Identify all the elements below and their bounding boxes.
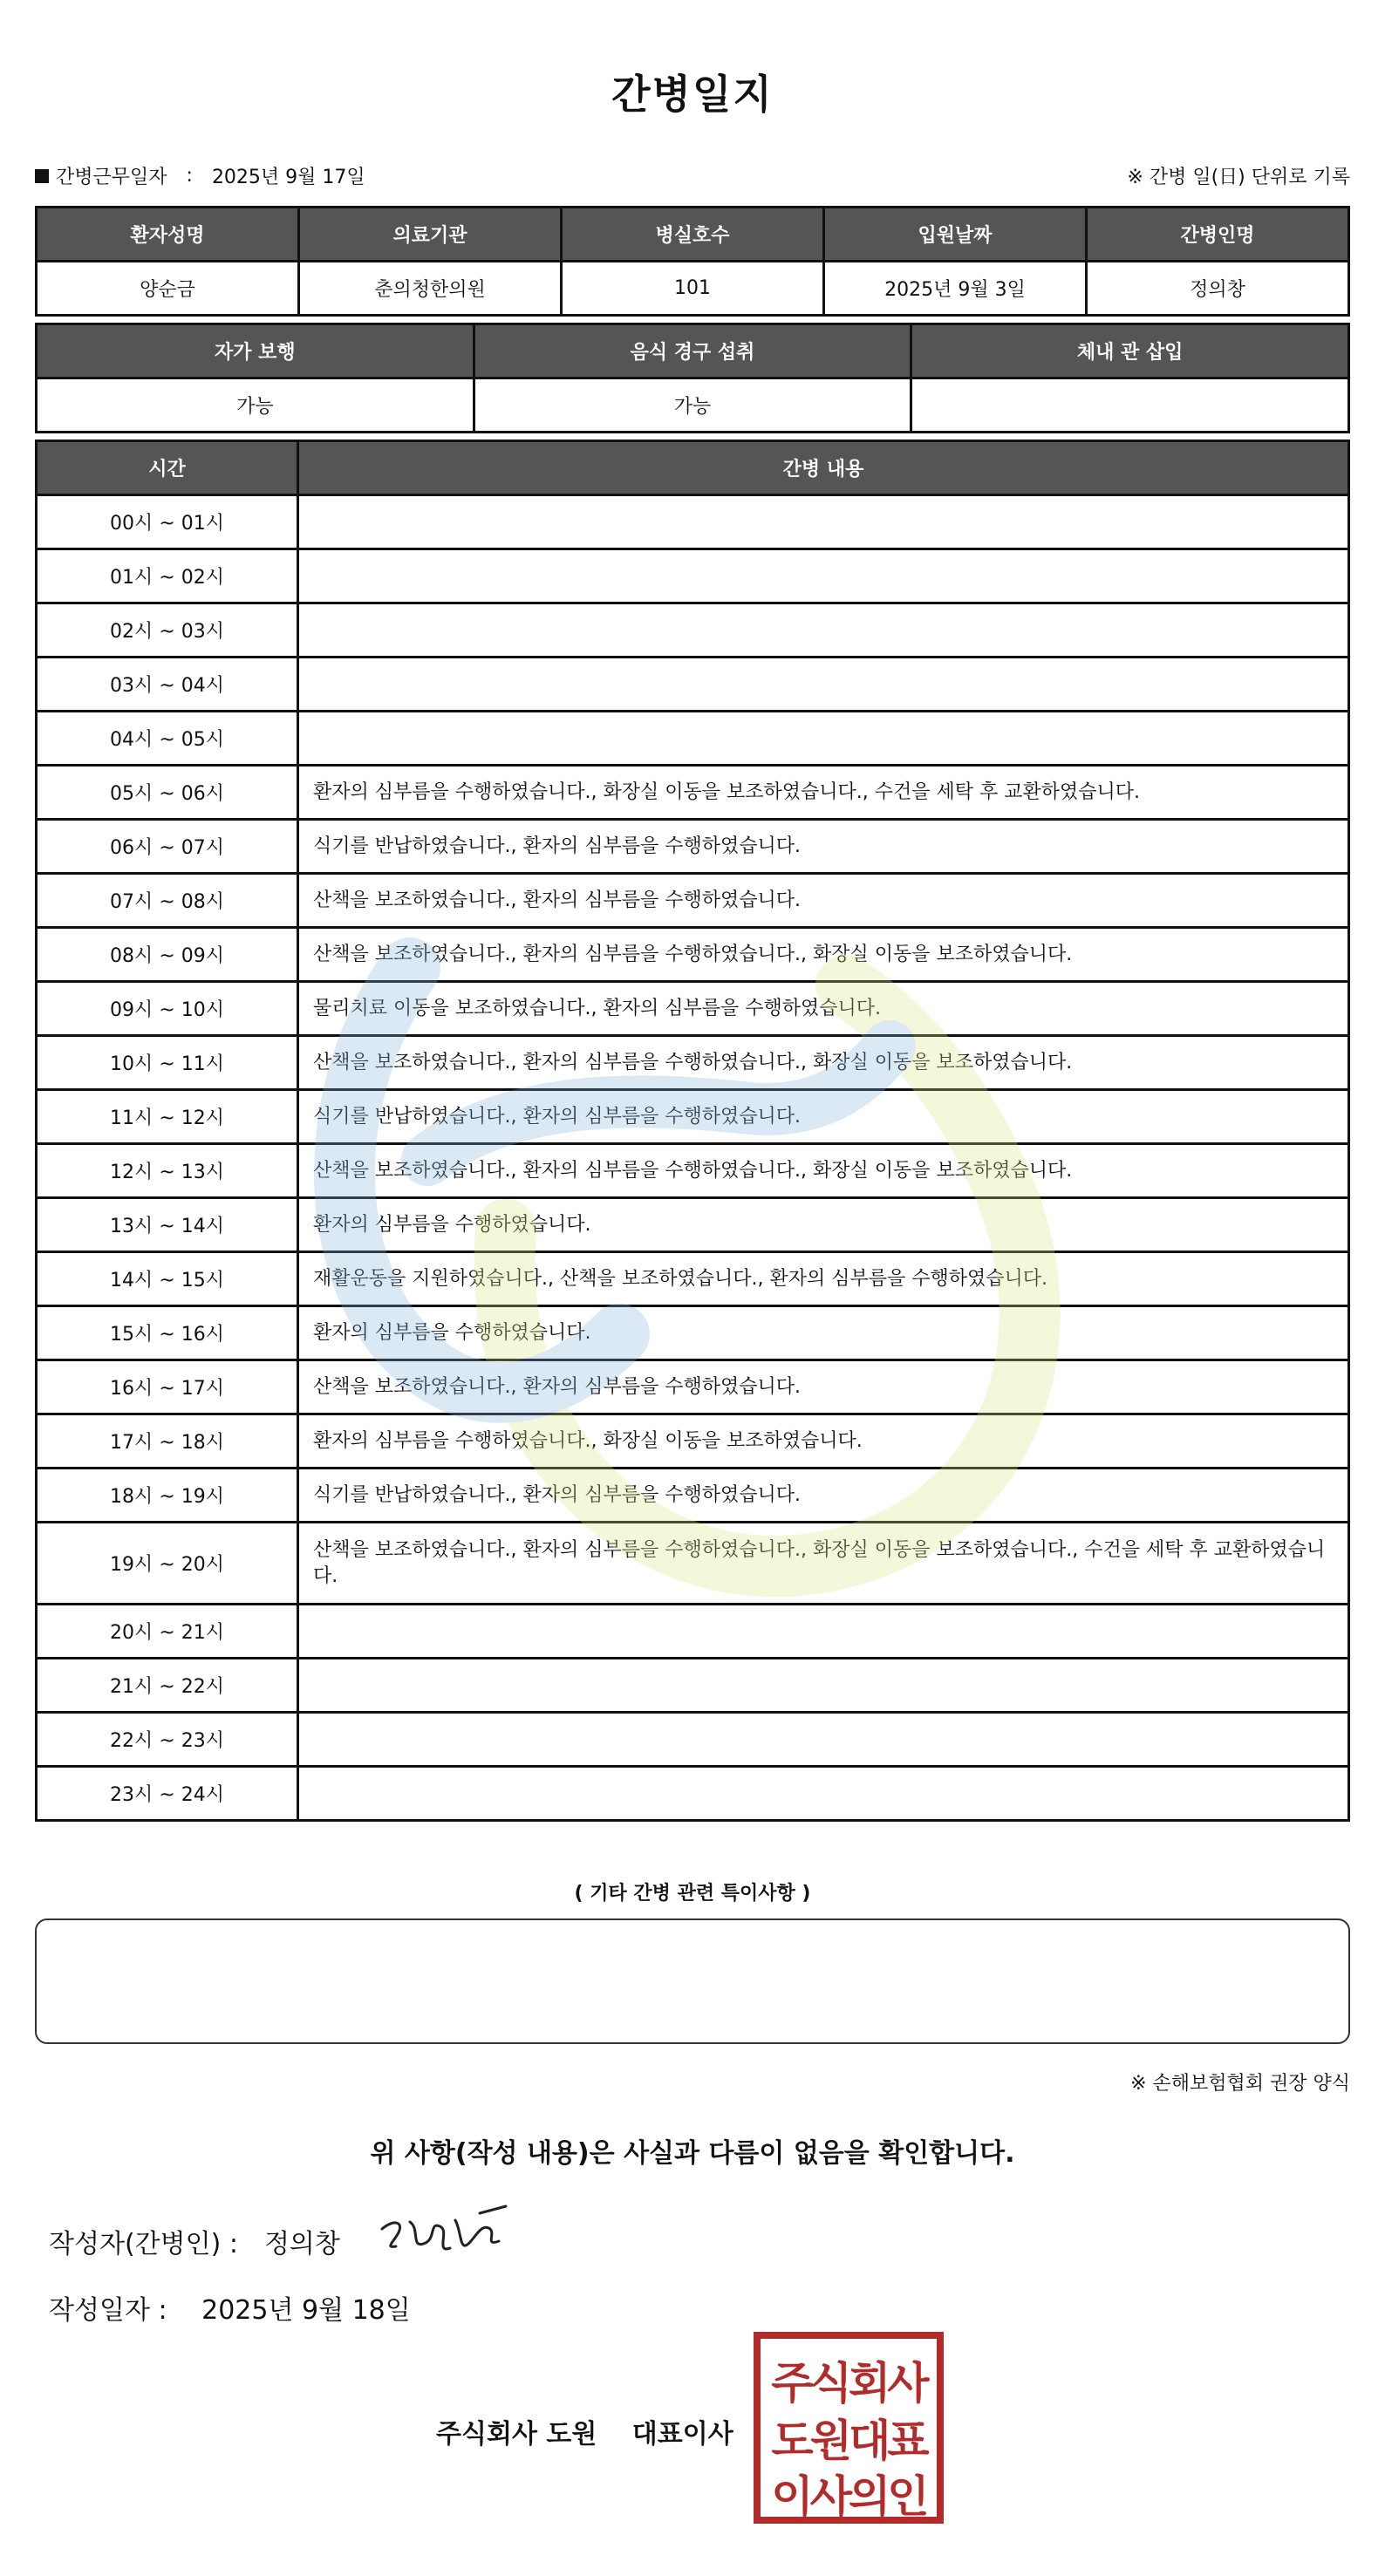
tube-insertion [911,378,1349,433]
table-row [37,1036,1349,1090]
header-self-walking: 자가 보행 [37,324,474,378]
header-institution: 의료기관 [299,208,562,262]
association-note: ※ 손해보험협회 권장 양식 [1130,2073,1350,2095]
patient-status-header-row [37,324,1349,378]
patient-status-table [35,323,1350,433]
special-notes-box [35,1918,1350,2044]
table-row [37,1144,1349,1198]
table-row [37,712,1349,766]
table-row [37,874,1349,928]
log-content [298,1605,1349,1659]
log-time: 01시 ~ 02시 [37,549,298,603]
log-time: 03시 ~ 04시 [37,658,298,712]
table-row [37,658,1349,712]
log-content: 재활운동을 지원하였습니다., 산책을 보조하였습니다., 환자의 심부름을 수행하였습니다. [298,1252,1349,1306]
log-content: 식기를 반납하였습니다., 환자의 심부름을 수행하였습니다. [298,1090,1349,1144]
table-row [37,1090,1349,1144]
log-time: 20시 ~ 21시 [37,1605,298,1659]
log-content: 환자의 심부름을 수행하였습니다., 화장실 이동을 보조하였습니다. [298,1414,1349,1469]
meta-row [35,162,1350,188]
care-log-header-row [37,441,1349,495]
work-date [35,162,365,189]
log-content: 환자의 심부름을 수행하였습니다. [298,1306,1349,1360]
log-content: 산책을 보조하였습니다., 환자의 심부름을 수행하였습니다., 화장실 이동을 보조하였습니다. [298,928,1349,982]
svg-text:주식회사: 주식회사 [771,2358,926,2409]
table-row [37,1306,1349,1360]
table-row [37,982,1349,1036]
written-date-label: 작성일자 : [49,2295,167,2326]
company-name: 주식회사 도원 [436,2419,597,2450]
log-time: 23시 ~ 24시 [37,1767,298,1821]
confirmation-statement: 위 사항(작성 내용)은 사실과 다름이 없음을 확인합니다. [370,2138,1015,2169]
log-time: 17시 ~ 18시 [37,1414,298,1469]
log-content: 환자의 심부름을 수행하였습니다. [298,1198,1349,1252]
log-time: 06시 ~ 07시 [37,820,298,874]
institution: 춘의청한의원 [299,262,562,316]
admission-date: 2025년 9월 3일 [824,262,1087,316]
special-notes-title: ( 기타 간병 관련 특이사항 ) [574,1883,811,1905]
log-time: 04시 ~ 05시 [37,712,298,766]
work-date-value: 2025년 9월 17일 [211,167,365,188]
log-time: 13시 ~ 14시 [37,1198,298,1252]
log-time: 15시 ~ 16시 [37,1306,298,1360]
header-room-number: 병실호수 [562,208,824,262]
table-row [37,1252,1349,1306]
log-time: 02시 ~ 03시 [37,603,298,658]
table-row [37,1713,1349,1767]
table-row [37,495,1349,549]
log-content: 식기를 반납하였습니다., 환자의 심부름을 수행하였습니다. [298,820,1349,874]
log-content: 산책을 보조하였습니다., 환자의 심부름을 수행하였습니다., 화장실 이동을 보조하였습니다., 수건을 세탁 후 교환하였습니다. [298,1523,1349,1605]
table-row [37,549,1349,603]
patient-info-value-row [37,262,1349,316]
log-content [298,658,1349,712]
header-time: 시간 [37,441,298,495]
patient-name: 양순금 [37,262,299,316]
log-content [298,549,1349,603]
table-row [37,820,1349,874]
table-row [37,928,1349,982]
header-admission-date: 입원날짜 [824,208,1087,262]
log-content [298,1767,1349,1821]
oral-intake: 가능 [474,378,911,433]
svg-text:도원대표: 도원대표 [771,2416,926,2466]
company-row [436,2412,733,2450]
log-content: 산책을 보조하였습니다., 환자의 심부름을 수행하였습니다., 화장실 이동을 보조하였습니다. [298,1036,1349,1090]
log-time: 07시 ~ 08시 [37,874,298,928]
patient-info-header-row [37,208,1349,262]
bullet-square-icon [35,169,49,183]
log-content [298,495,1349,549]
table-row [37,766,1349,820]
log-content [298,1713,1349,1767]
header-tube-insertion: 체내 관 삽입 [911,324,1349,378]
log-time: 16시 ~ 17시 [37,1360,298,1414]
log-time: 19시 ~ 20시 [37,1523,298,1605]
log-time: 21시 ~ 22시 [37,1659,298,1713]
writer-label: 작성자(간병인) : [49,2229,238,2259]
log-time: 08시 ~ 09시 [37,928,298,982]
caregiver-name: 정의창 [1087,262,1349,316]
log-time: 22시 ~ 23시 [37,1713,298,1767]
self-walking: 가능 [37,378,474,433]
work-date-label: 간병근무일자 [56,167,167,188]
log-content [298,1659,1349,1713]
header-patient-name: 환자성명 [37,208,299,262]
patient-info-table [35,206,1350,317]
table-row [37,1659,1349,1713]
company-seal-stamp [752,2330,945,2525]
writer-row [49,2222,340,2260]
log-time: 05시 ~ 06시 [37,766,298,820]
header-care-content: 간병 내용 [298,441,1349,495]
log-time: 18시 ~ 19시 [37,1469,298,1523]
signature-image [375,2203,515,2273]
ceo-title: 대표이사 [631,2419,733,2450]
log-content: 물리치료 이동을 보조하였습니다., 환자의 심부름을 수행하였습니다. [298,982,1349,1036]
written-date-row [49,2288,411,2327]
svg-text:이사의인: 이사의인 [771,2471,926,2522]
log-content: 식기를 반납하였습니다., 환자의 심부름을 수행하였습니다. [298,1469,1349,1523]
daily-record-note: ※ 간병 일(日) 단위로 기록 [1127,167,1350,188]
log-content: 산책을 보조하였습니다., 환자의 심부름을 수행하였습니다. [298,1360,1349,1414]
log-time: 00시 ~ 01시 [37,495,298,549]
table-row [37,1605,1349,1659]
log-content: 산책을 보조하였습니다., 환자의 심부름을 수행하였습니다. [298,874,1349,928]
table-row [37,1469,1349,1523]
care-log-table [35,440,1350,1822]
table-row [37,603,1349,658]
log-time: 11시 ~ 12시 [37,1090,298,1144]
room-number: 101 [562,262,824,316]
work-date-separator: : [186,165,193,187]
document-title: 간병일지 [611,71,774,118]
log-content: 산책을 보조하였습니다., 환자의 심부름을 수행하였습니다., 화장실 이동을 보조하였습니다. [298,1144,1349,1198]
log-content: 환자의 심부름을 수행하였습니다., 화장실 이동을 보조하였습니다., 수건을 세탁 후 교환하였습니다. [298,766,1349,820]
log-content [298,712,1349,766]
table-row [37,1360,1349,1414]
log-time: 10시 ~ 11시 [37,1036,298,1090]
table-row [37,1767,1349,1821]
header-caregiver-name: 간병인명 [1087,208,1349,262]
writer-name: 정의창 [263,2229,340,2259]
patient-status-value-row [37,378,1349,433]
header-oral-intake: 음식 경구 섭취 [474,324,911,378]
log-content [298,603,1349,658]
log-time: 12시 ~ 13시 [37,1144,298,1198]
table-row [37,1198,1349,1252]
table-row [37,1523,1349,1605]
log-time: 09시 ~ 10시 [37,982,298,1036]
table-row [37,1414,1349,1469]
log-time: 14시 ~ 15시 [37,1252,298,1306]
written-date-value: 2025년 9월 18일 [201,2295,411,2326]
